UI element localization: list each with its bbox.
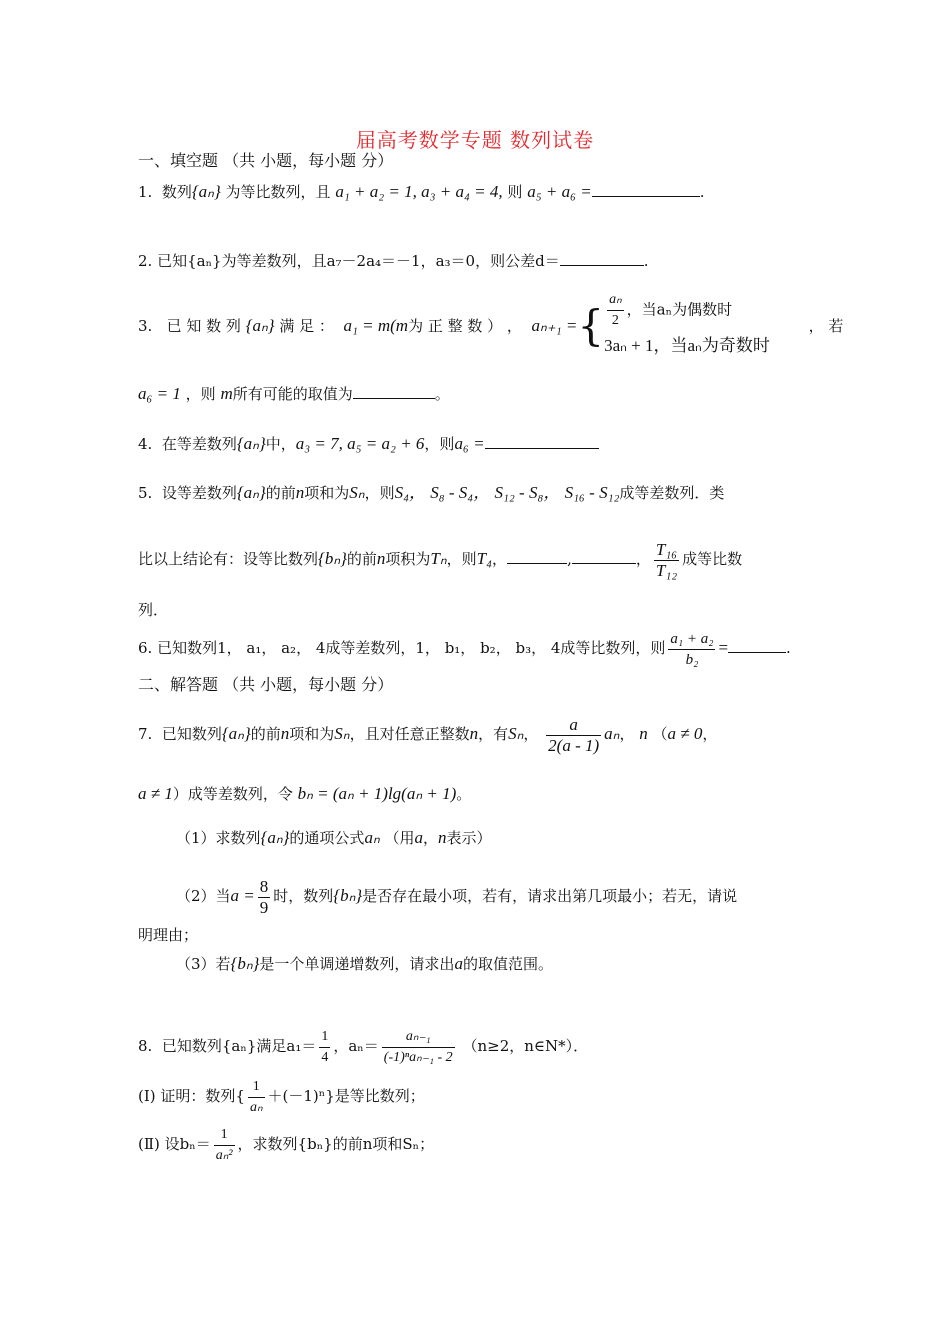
q1-number: 1.: [138, 183, 153, 201]
q1-text: 数列: [161, 183, 192, 201]
q7-bn-definition: bₙ = (aₙ + 1)lg(aₙ + 1): [297, 784, 457, 803]
answer-blank[interactable]: [507, 549, 567, 564]
q7-p2-fraction-denominator: 9: [259, 897, 269, 917]
answer-blank[interactable]: [560, 251, 644, 266]
q7-comma-2: ，: [619, 725, 635, 743]
q7-p1-an: aₙ: [364, 828, 380, 847]
q5-text: 设等差数列: [161, 484, 237, 502]
q4-text-2: 中，: [265, 435, 296, 453]
q8-recurrence-denominator: (-1)ⁿaₙ₋₁ - 2: [383, 1049, 453, 1065]
question-7-part-3: [176, 954, 553, 974]
q3-number: 3.: [138, 316, 153, 335]
question-7-line-2: [138, 784, 471, 804]
q7-p2-fraction-numerator: 8: [259, 876, 269, 896]
q6-period: .: [786, 639, 791, 657]
q5-sequence: {aₙ}: [236, 483, 266, 502]
q3-text: 已 知 数 列: [166, 316, 241, 335]
q3-case-odd: 3aₙ + 1，当aₙ为奇数时: [604, 336, 770, 355]
q6-fraction-denominator: b₂: [685, 651, 699, 668]
q5-comma-3: ，: [635, 550, 651, 568]
q8-number: 8.: [138, 1037, 153, 1055]
q7-paren: （: [652, 725, 668, 743]
q8-text-3: （n≥2，n∈N*）．: [462, 1037, 589, 1055]
q5-comma-2: ,: [567, 550, 572, 568]
q7-p2-text-3: 是否存在最小项，若有，请求出第几项最小；若无，请说: [362, 887, 738, 905]
question-7-part-2: [176, 872, 737, 920]
q5-number: 5.: [138, 484, 153, 502]
question-4: [138, 434, 599, 454]
question-5: [138, 483, 724, 503]
q3-end: 。: [434, 385, 450, 403]
q8-p2-text: (Ⅱ) 设bₙ＝: [138, 1135, 211, 1153]
q7-fraction-numerator: a: [546, 715, 601, 736]
q3-sequence: {aₙ}: [245, 315, 275, 335]
q5-text-8: 项积为: [385, 550, 431, 568]
q3-a6: a₆ = 1: [138, 384, 181, 403]
question-7-part-2-line-2: 明理由；: [138, 926, 199, 944]
q7-p1-n: n: [438, 828, 447, 847]
q8-text: 已知数列{aₙ}满足a₁＝: [161, 1037, 317, 1055]
q5-sn: Sₙ: [349, 483, 365, 502]
q4-expression: a₆ =: [454, 434, 485, 453]
cases-brace: {: [577, 300, 605, 350]
q1-text-3: 则: [507, 183, 523, 201]
question-3-line-2: [138, 384, 450, 404]
q7-comma-3: ，: [702, 725, 718, 743]
q7-p3-text-3: 的取值范围。: [462, 955, 553, 973]
q5-text-6: 比以上结论有：设等比数列: [138, 550, 319, 568]
section-heading-answers: 二、解答题 （共 小题，每小题 分）: [138, 675, 394, 694]
q3-text-5: ，则: [185, 385, 216, 403]
q8-p2-text-2: ，求数列{bₙ}的前n项和Sₙ；: [237, 1135, 435, 1153]
q5-list: S₄， S₈ - S₄， S₁₂ - S₈， S₁₆ - S₁₂: [394, 483, 620, 502]
q3-cases: $\frac{\text{aₙ}}{2}$ ，当aₙ为偶数时 3aₙ + 1，当aₙ为奇数时: [604, 290, 770, 361]
q5-n: n: [295, 483, 305, 502]
q7-n: n: [280, 724, 290, 743]
q7-text: 已知数列: [161, 725, 222, 743]
question-6: [138, 628, 791, 668]
q3-recurrence-lhs: aₙ₊₁ =: [531, 315, 578, 335]
q8-a1-numerator: 1: [319, 1027, 330, 1048]
q7-sn-2: Sₙ: [508, 724, 524, 743]
question-2: [138, 251, 648, 271]
q7-text-4: ，且对任意正整数: [349, 725, 470, 743]
q7-n-3: n: [639, 724, 648, 743]
q3-condition: a₁ = m(m: [343, 315, 409, 335]
answer-blank[interactable]: [592, 182, 700, 197]
q1-condition: a₁ + a₂ = 1, a₃ + a₄ = 4,: [335, 182, 503, 201]
q7-fraction-denominator: 2(a - 1): [548, 735, 600, 755]
q8-a1-denominator: 4: [321, 1049, 329, 1065]
section-heading-fill-in: 一、填空题 （共 小题，每小题 分）: [138, 151, 394, 170]
q3-m: m: [220, 384, 233, 403]
q5-text-4: ，则: [364, 484, 395, 502]
q7-sn: Sₙ: [334, 724, 350, 743]
q7-p1-text-2: 的通项公式: [289, 829, 365, 847]
answer-blank[interactable]: [353, 384, 435, 399]
q8-p1-text-2: ＋(－1)ⁿ}是等比数列；: [267, 1087, 425, 1105]
q5-n-2: n: [376, 549, 386, 568]
q7-condition-2: a ≠ 1: [138, 784, 173, 803]
question-5-line-2: [138, 535, 742, 583]
question-8-part-2: [138, 1124, 434, 1164]
q8-p2-numerator: 1: [214, 1125, 235, 1146]
question-8: [138, 1026, 588, 1066]
q7-p2-b-sequence: {bₙ}: [333, 886, 363, 905]
q2-period: .: [643, 252, 649, 270]
q8-p1-text: (Ⅰ) 证明：数列{: [138, 1087, 245, 1105]
q5-text-5: 成等差数列．类: [619, 484, 725, 502]
q7-text-6: ）成等差数列，令: [172, 785, 293, 803]
q7-p2-a: a =: [230, 886, 255, 905]
q8-p1-numerator: 1: [248, 1077, 265, 1098]
q1-sequence: {aₙ}: [191, 182, 221, 201]
q3-text-6: 所有可能的取值为: [232, 385, 353, 403]
q4-sequence: {aₙ}: [236, 434, 266, 453]
q5-text-10: 成等比数: [682, 550, 743, 568]
question-8-part-1: [138, 1076, 425, 1116]
question-3: [138, 290, 844, 355]
q7-p2-text: （2）当: [176, 887, 231, 905]
q3-text-4: ， 若: [808, 316, 844, 335]
q7-p2-text-2: 时，数列: [273, 887, 334, 905]
answer-blank[interactable]: [485, 434, 599, 449]
q3-case-even: ，当aₙ为偶数时: [626, 300, 733, 319]
q8-recurrence-numerator: aₙ₋₁: [382, 1027, 455, 1048]
q6-fraction-numerator: a₁ + a₂: [668, 629, 715, 650]
q7-p1-text-3: （用: [384, 829, 415, 847]
q2-text: 2. 已知{aₙ}为等差数列，且a₇－2a₄＝－1，a₃＝0，则公差d＝: [138, 252, 560, 270]
q5-text-7: 的前: [346, 550, 377, 568]
q8-text-2: ，aₙ＝: [333, 1037, 379, 1055]
q4-text-3: ，则: [424, 435, 455, 453]
q3-text-2: 满 足 ：: [279, 316, 334, 335]
q1-expression: a₅ + a₆ =: [527, 182, 592, 201]
answer-blank[interactable]: [728, 638, 786, 653]
q1-period: .: [699, 183, 705, 201]
question-1: [138, 182, 704, 202]
q7-p1-sequence: {aₙ}: [260, 828, 290, 847]
q8-p2-denominator: aₙ²: [215, 1147, 233, 1163]
q7-comma: ，: [523, 725, 539, 743]
q7-p3-text-2: 是一个单调递增数列，请求出: [259, 955, 455, 973]
question-7-part-1: [176, 828, 492, 848]
question-7: [138, 710, 717, 758]
q4-condition: a₃ = 7, a₅ = a₂ + 6: [295, 434, 425, 453]
page-title: 届高考数学专题 数列试卷: [355, 128, 595, 152]
q7-text-7: 。: [456, 785, 472, 803]
q4-number: 4.: [138, 435, 153, 453]
q7-text-2: 的前: [250, 725, 281, 743]
q5-t4: T₄: [476, 549, 493, 568]
q5-text-3: 项和为: [304, 484, 350, 502]
q5-comma: ，: [492, 550, 508, 568]
q7-number: 7.: [138, 725, 153, 743]
q6-equals: =: [718, 638, 729, 657]
q5-text-9: ，则: [446, 550, 477, 568]
q7-p3-a: a: [454, 954, 463, 973]
q5-b-sequence: {bₙ}: [318, 549, 347, 568]
answer-blank[interactable]: [572, 549, 636, 564]
q8-p1-denominator: aₙ: [249, 1099, 263, 1115]
q4-text: 在等差数列: [161, 435, 237, 453]
q7-n-2: n: [469, 724, 479, 743]
q7-text-3: 项和为: [289, 725, 335, 743]
q7-p3-b-sequence: {bₙ}: [230, 954, 260, 973]
q5-fraction-denominator: T₁₂: [655, 560, 678, 580]
question-5-line-3: 列．: [138, 601, 169, 619]
q7-an: aₙ: [604, 724, 620, 743]
q1-text-2: 为等比数列，且: [225, 183, 331, 201]
q7-p1-text-4: 表示）: [446, 829, 492, 847]
q7-condition: a ≠ 0: [667, 724, 703, 743]
q6-text: 6. 已知数列1， a₁， a₂， 4成等差数列，1， b₁， b₂， b₃， 4成等比数列，则: [138, 639, 666, 657]
q7-p1-comma: ，: [423, 829, 439, 847]
q5-fraction-numerator: T₁₆: [655, 539, 678, 559]
q7-p1-a: a: [414, 828, 424, 847]
q5-tn: Tₙ: [430, 549, 447, 568]
q7-p1-text: （1）求数列: [176, 829, 261, 847]
q5-text-2: 的前: [265, 484, 296, 502]
q7-sequence: {aₙ}: [221, 724, 251, 743]
q7-text-5: ，有: [478, 725, 509, 743]
q7-p3-text: （3）若: [176, 955, 231, 973]
q3-text-3: 为 正 整 数 ） ，: [408, 316, 522, 335]
